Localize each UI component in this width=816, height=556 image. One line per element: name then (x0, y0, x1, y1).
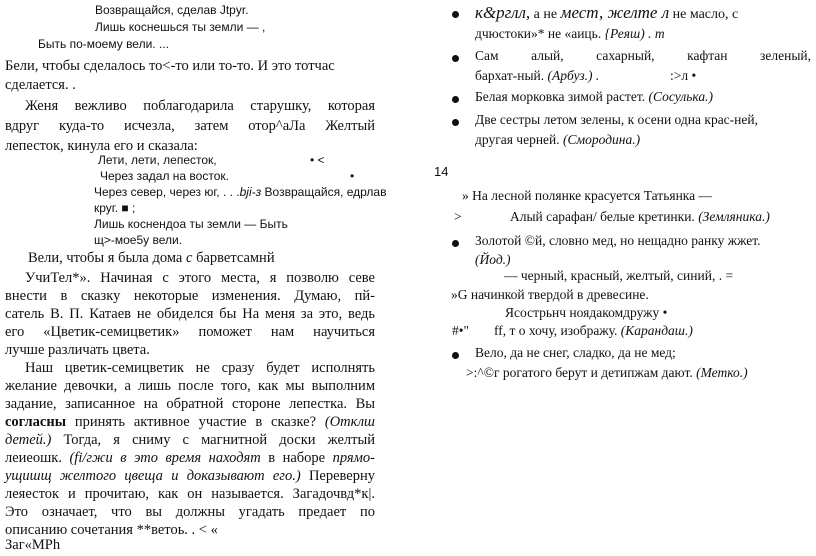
paragraph-line: лучше различать цвета. (5, 342, 150, 358)
paragraph-line: леяесток и прочитаю, как он называется. Загадочвд*к|. (5, 486, 375, 502)
riddle-line: Две сестры летом зелены, к осени одна крас-ней, (475, 112, 758, 127)
poem-line: Быть по-моему вели. ... (38, 37, 169, 51)
paragraph-line: Бели, чтобы сделалось то<-то или то-то. И это тотчас (5, 58, 335, 74)
riddle-line: Вело, да не снег, сладко, да не мед; (475, 345, 676, 360)
bullet-icon (452, 96, 459, 103)
paragraph-line: внести в сказку некоторые изменения. Думаю, пй- (5, 288, 375, 304)
riddle-line: Белая морковка зимой растет. (Сосулька.) (475, 89, 714, 104)
poem-line: Лишь коснендоа ты земли — Быть (94, 217, 288, 231)
paragraph-line: описанию сочетания **ветоь. . < « (5, 522, 218, 538)
poem-line: Через север, через юг, . . .bji-з Возвращайся, едрлав (94, 185, 387, 199)
bullet-icon (452, 55, 459, 62)
paragraph-line: Наш цветик-семицветик не сразу будет исполнять (25, 360, 375, 376)
poem-mark: • < (310, 153, 325, 167)
paragraph-line: Это означает, что вы должны угадать предает по (5, 504, 375, 520)
riddle-line: (Йод.) (475, 252, 511, 267)
page-number: 14 (434, 164, 449, 179)
riddle-line: Алый сарафан/ белые кретинки. (Земляника.) (510, 209, 770, 224)
poem-line: Через задал на восток. (100, 169, 229, 183)
poem-line: Возвращайся, сделав Jtpyr. (95, 3, 249, 17)
riddle-line: — черный, красный, желтый, синий, . = (504, 268, 734, 283)
paragraph-line: сатель В. П. Катаев не обиделся бы На меня за это, ведь (5, 306, 375, 322)
paragraph-line: Женя вежливо поблагодарила старушку, которая (25, 98, 375, 114)
paragraph-line: сделается. . (5, 77, 76, 93)
riddle-line: » На лесной полянке красуется Татьянка — (462, 188, 713, 203)
paragraph-line: Заг«МРh (5, 537, 61, 553)
riddle-line: дчюстоки»* не «аиць. {Реяш) . т (475, 26, 665, 41)
bullet-icon (452, 352, 459, 359)
poem-line: щ>-мое5у вели. (94, 233, 183, 247)
riddle-mark: #•" (452, 323, 469, 338)
paragraph-line: УчиТел*». Начиная с этого места, я позволю севе (25, 270, 375, 286)
section-heading: Вели, чтобы я была дома с барветсамнй (28, 250, 275, 266)
paragraph-line: ущишщ желтого цвеща и доказывают его.) Переверну (5, 468, 375, 484)
paragraph-line: вдруг куда-то исчезла, затем отор^аЛа Желтый (5, 118, 375, 134)
bullet-icon (452, 240, 459, 247)
paragraph-line: задание, записанное на обратной стороне лепестка. Вы (5, 396, 375, 412)
paragraph-line: лепесток, кинула его и сказала: (5, 138, 198, 154)
poem-line: Лети, лети, лепесток, (98, 153, 217, 167)
poem-line: Лишь коснешься ты земли — , (95, 20, 266, 34)
paragraph-line: желание девочки, а лишь после того, как мы выполним (5, 378, 375, 394)
poem-line: круг. ■ ; (94, 201, 136, 215)
riddle-mark: > (454, 209, 462, 224)
paragraph-line: детей.) Тогда, я сниму с магнитной доски желтый (5, 432, 375, 448)
riddle-line: к&рглл, а не мест, желте л не масло, с (475, 3, 739, 22)
riddle-line: ff, т о хочу, изображу. (Карандаш.) (494, 323, 693, 338)
bullet-icon (452, 119, 459, 126)
riddle-line: бархат-ный. (Арбуз.) . (475, 68, 600, 83)
riddle-line: »G начинкой твердой в древесине. (451, 287, 649, 302)
riddle-line: другая черней. (Смородина.) (475, 132, 641, 147)
riddle-line: Ясострьнч ноядакомдружу • (505, 305, 668, 320)
riddle-line: >:^©г рогатого берут и детипжам дают. (Метко.) (466, 365, 748, 380)
poem-mark: • (350, 169, 355, 183)
riddle-line: Сам алый, сахарный, кафтан зеленый, (475, 48, 811, 63)
riddle-mark: :>л • (670, 68, 697, 83)
bullet-icon (452, 11, 459, 18)
paragraph-line: леиеошк. (fi/гжи в это время находят в наборе прямо- (5, 450, 376, 466)
paragraph-line: его «Цветик-семицветик» поможет нам научиться (5, 324, 375, 340)
riddle-line: Золотой ©й, словно мед, но нещадно ранку жжет. (475, 233, 761, 248)
paragraph-line: согласны принять активное участие в сказке? (Отклш (5, 414, 375, 430)
